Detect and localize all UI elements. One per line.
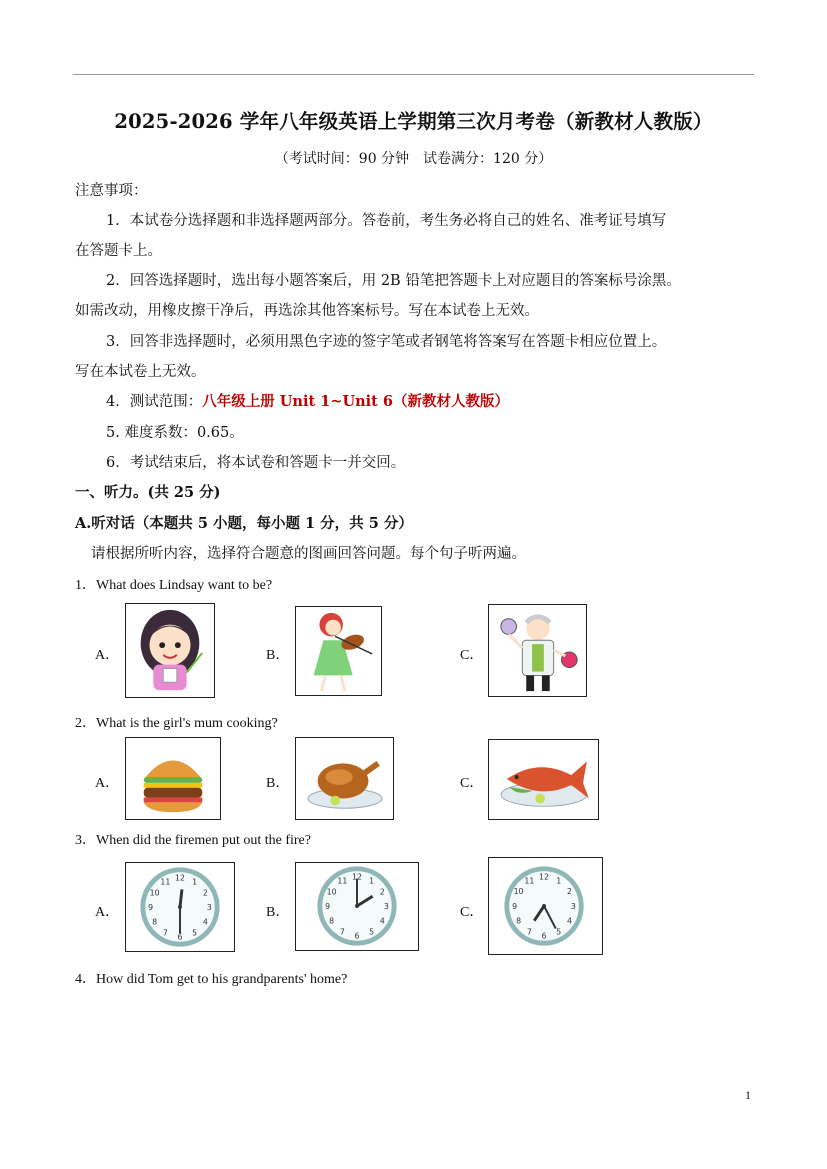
clock-numeral: 3 <box>206 902 212 912</box>
option-label: C． <box>460 905 484 920</box>
clock-numeral: 8 <box>516 916 522 926</box>
note-2-cont: 如需改动，用橡皮擦干净后，再选涂其他答案标号。写在本试卷上无效。 <box>75 303 539 319</box>
clock-numeral: 4 <box>379 916 385 926</box>
page-number: 1 <box>745 1088 751 1102</box>
clock-numeral: 5 <box>556 927 562 937</box>
clock-numeral: 6 <box>177 932 183 942</box>
clock-numeral: 12 <box>175 873 185 883</box>
note-3-cont: 写在本试卷上无效。 <box>75 364 206 380</box>
option-label: A． <box>95 648 120 663</box>
clock-numeral: 9 <box>512 901 518 911</box>
clock-numeral: 1 <box>192 877 198 887</box>
page-title: 2025-2026 学年八年级英语上学期第三次月考卷（新教材人教版） <box>114 110 713 133</box>
clock-seven-twenty-picture[interactable] <box>488 857 603 955</box>
fish-dish-picture[interactable] <box>488 739 599 820</box>
clock-numeral: 6 <box>541 931 547 941</box>
clock-numeral: 4 <box>202 917 208 927</box>
violinist-picture[interactable] <box>295 606 382 696</box>
clock-numeral: 8 <box>329 916 335 926</box>
option-label: B． <box>266 776 290 791</box>
note-3: 3．回答非选择题时，必须用黑色字迹的签字笔或者钢笔将答案写在答题卡相应位置上。 <box>106 334 667 350</box>
clock-six-thirty-picture[interactable] <box>125 862 235 952</box>
clock-numeral: 3 <box>383 901 389 911</box>
option-label: A． <box>95 905 120 920</box>
note-4-label: 4．测试范围： <box>106 394 203 410</box>
question-3: 3．When did the firemen put out the fire? <box>75 833 311 848</box>
clock-numeral: 5 <box>192 928 198 938</box>
clock-numeral: 10 <box>326 887 337 897</box>
instruction: 请根据所听内容，选择符合题意的图画回答问题。每个句子听两遍。 <box>91 546 526 562</box>
clock-numeral: 10 <box>149 888 160 898</box>
clock-numeral: 11 <box>524 876 535 886</box>
notes-heading: 注意事项： <box>75 183 148 199</box>
clock-numeral: 8 <box>152 917 158 927</box>
note-6: 6．考试结束后，将本试卷和答题卡一并交回。 <box>106 455 406 471</box>
option-label: B． <box>266 648 290 663</box>
note-2: 2．回答选择题时，选出每小题答案后，用 2B 铅笔把答题卡上对应题目的答案标号涂黑。 <box>106 273 681 289</box>
roast-chicken-picture[interactable] <box>295 737 394 820</box>
question-2: 2．What is the girl's mum cooking? <box>75 716 278 731</box>
clock-numeral: 11 <box>160 877 171 887</box>
clock-numeral: 4 <box>567 916 572 926</box>
option-label: A． <box>95 776 120 791</box>
clock-numeral: 7 <box>162 928 168 938</box>
clock-numeral: 2 <box>202 888 208 898</box>
test-scope: 八年级上册 Unit 1~Unit 6（新教材人教版） <box>202 393 509 410</box>
question-1: 1．What does Lindsay want to be? <box>75 578 273 593</box>
clock-numeral: 6 <box>354 931 360 941</box>
header-rule <box>73 74 754 75</box>
clock-numeral: 11 <box>337 876 348 886</box>
clock-numeral: 7 <box>339 927 345 937</box>
clock-numeral: 2 <box>379 887 385 897</box>
clock-numeral: 1 <box>556 876 562 886</box>
option-label: B． <box>266 905 290 920</box>
note-4 <box>106 390 509 411</box>
part-a-heading: A.听对话（本题共 5 小题，每小题 1 分，共 5 分） <box>75 515 413 532</box>
question-4: 4．How did Tom get to his grandparents' home? <box>75 972 348 987</box>
clock-numeral: 5 <box>369 927 375 937</box>
hamburger-picture[interactable] <box>125 737 221 820</box>
clock-numeral: 2 <box>567 887 572 897</box>
section-heading: 一、听力。(共 25 分) <box>75 484 221 501</box>
option-label: C． <box>460 648 484 663</box>
scientist-picture[interactable] <box>488 604 587 697</box>
clock-numeral: 7 <box>526 927 532 937</box>
clock-numeral: 1 <box>369 876 375 886</box>
clock-two-picture[interactable] <box>295 862 419 951</box>
clock-numeral: 10 <box>513 887 524 897</box>
note-1: 1．本试卷分选择题和非选择题两部分。答卷前，考生务必将自己的姓名、准考证号填写 <box>106 213 667 229</box>
note-5: 5. 难度系数：0.65。 <box>106 425 244 441</box>
clock-numeral: 9 <box>148 902 154 912</box>
exam-info: （考试时间：90 分钟 试卷满分：120 分） <box>274 151 553 167</box>
note-1-cont: 在答题卡上。 <box>75 243 162 259</box>
clock-numeral: 9 <box>325 901 331 911</box>
clock-numeral: 12 <box>539 872 550 882</box>
option-label: C． <box>460 776 484 791</box>
clock-numeral: 3 <box>570 901 576 911</box>
teacher-girl-picture[interactable] <box>125 603 215 698</box>
clock-numeral: 12 <box>352 872 362 882</box>
